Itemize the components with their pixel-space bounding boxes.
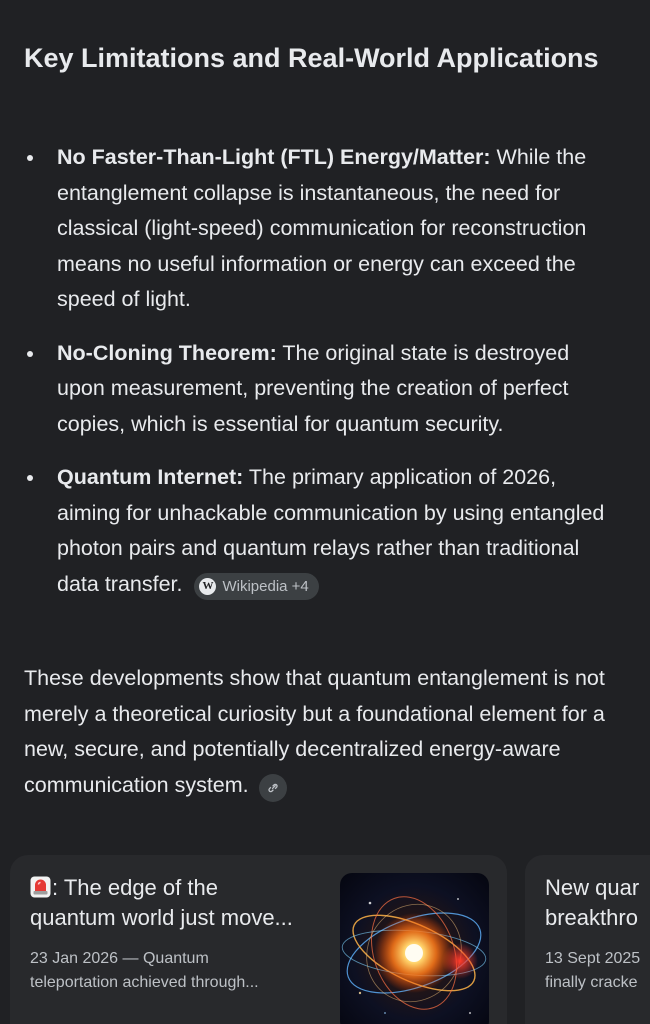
source-chip-label: Wikipedia +4 (222, 577, 309, 595)
list-item (0, 336, 650, 443)
card-snippet (30, 947, 320, 995)
bullet-term: No Faster-Than-Light (FTL) Energy/Matter: (57, 145, 491, 169)
bullet-dot (27, 351, 33, 357)
list-item (0, 460, 650, 602)
bullet-text: The original state is destroyed upon measurement, preventing the creation of perfect copies, which is essential for quantum security. (57, 340, 570, 436)
card-title-line: New quar (545, 875, 640, 900)
card-snippet-line: 23 Jan 2026 — Quantum (30, 950, 209, 967)
card-snippet-line: finally cracke (545, 974, 638, 991)
bullet-dot (27, 475, 33, 481)
police-car-light-icon (30, 876, 51, 898)
card-snippet-line: teleportation achieved through... (30, 974, 259, 991)
bullet-term: Quantum Internet: (57, 465, 244, 489)
news-card[interactable] (525, 855, 650, 1024)
source-chip-wikipedia[interactable] (194, 573, 318, 600)
section-heading: Key Limitations and Real-World Applications (24, 43, 599, 73)
bullet-text: The primary application of 2026, aiming for unhackable communication by using entangled photon pairs and quantum relays rather than traditional data transfer. (57, 465, 605, 596)
summary-paragraph (24, 661, 630, 803)
quantum-energy-burst-image (340, 873, 489, 1024)
card-title-text: : The edge of the (52, 875, 218, 900)
link-button[interactable] (259, 774, 287, 802)
card-title-line (30, 873, 330, 903)
card-thumbnail[interactable] (340, 873, 489, 1024)
card-snippet (545, 947, 650, 995)
bullet-text: While the entanglement collapse is instantaneous, the need for classical (light-speed) communication for reconstruction means no useful information or energy can exceed the speed of light. (57, 145, 587, 311)
card-title-line: quantum world just move... (30, 905, 293, 930)
list-item (0, 140, 650, 318)
card-snippet-line: 13 Sept 2025 (545, 950, 641, 967)
summary-text: These developments show that quantum entanglement is not merely a theoretical curiosity but a foundational element for a new, secure, and potentially decentralized energy-aware communication system. (24, 666, 605, 797)
bullet-term: No-Cloning Theorem: (57, 340, 277, 365)
wikipedia-icon: W (199, 578, 216, 595)
bullet-dot (27, 155, 33, 161)
card-title (30, 873, 330, 933)
limitations-list (0, 140, 650, 620)
news-card[interactable] (10, 855, 507, 1024)
card-title-line: breakthro (545, 905, 638, 930)
card-title (545, 873, 650, 933)
link-icon (265, 780, 281, 796)
